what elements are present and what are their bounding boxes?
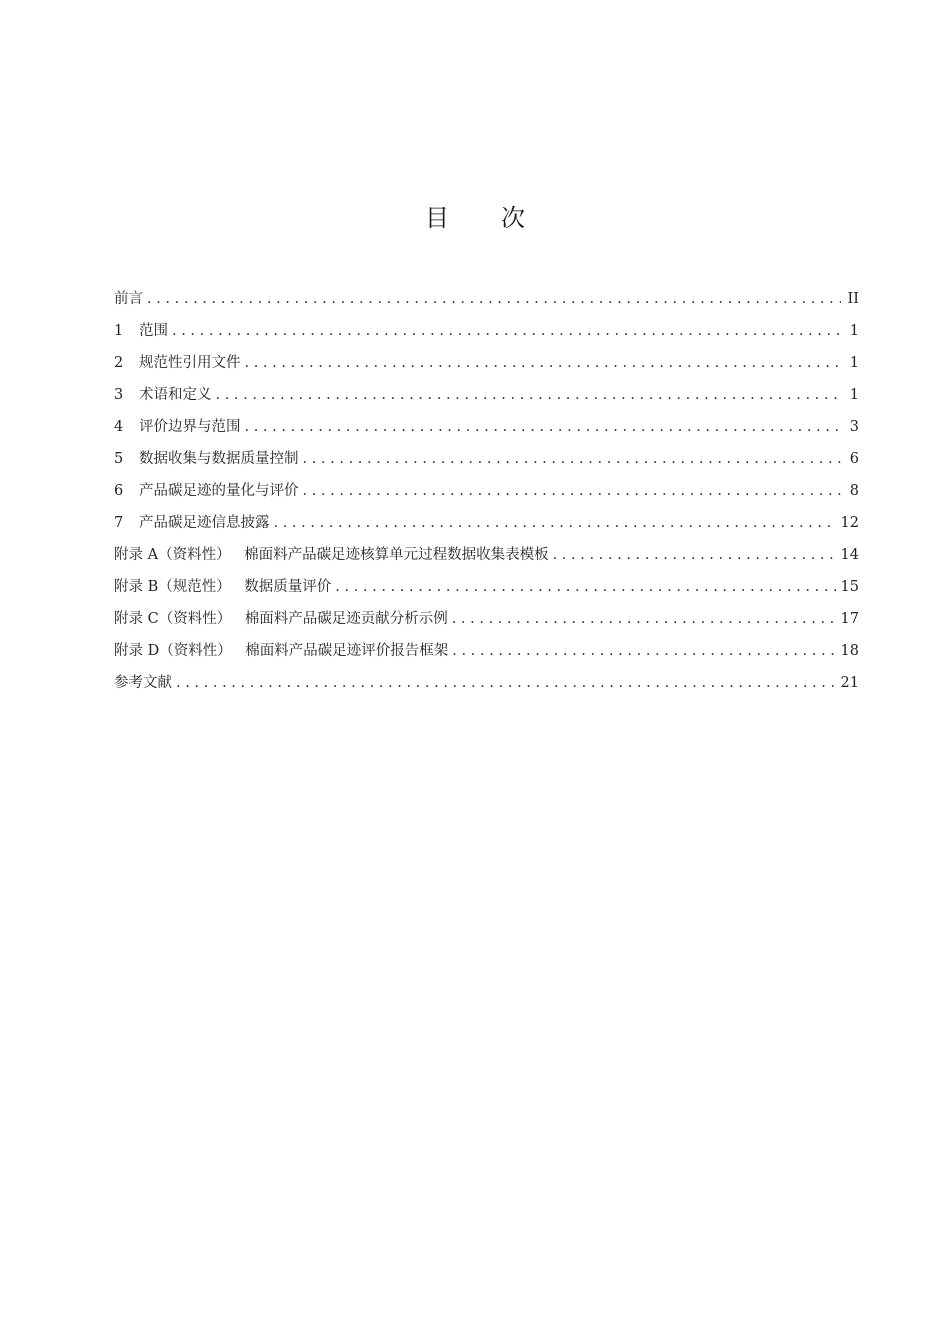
toc-dot-leader: [245, 415, 842, 439]
toc-entry-page: II: [847, 291, 859, 307]
toc-entry-page: 1: [849, 387, 859, 403]
toc-dot-leader: [147, 287, 841, 311]
toc-dot-leader: [452, 607, 837, 631]
toc-dot-leader: [176, 671, 837, 695]
toc-entry-number: 6: [114, 483, 124, 499]
toc-entry-page: 21: [840, 675, 859, 691]
toc-entry-number: 7: [114, 515, 124, 531]
toc-title: [0, 198, 950, 233]
toc-appendix-page: 18: [840, 643, 859, 659]
toc-entry-label: 范围: [139, 323, 168, 339]
toc-entry-page: 1: [849, 323, 859, 339]
toc-entry-number: 3: [114, 387, 124, 403]
toc-appendix-label: 棉面料产品碳足迹贡献分析示例: [244, 611, 448, 627]
toc-appendix-b[interactable]: [114, 575, 859, 607]
toc-appendix-label: 棉面料产品碳足迹评价报告框架: [245, 643, 449, 659]
toc-appendix-type: （资料性）: [159, 643, 232, 659]
toc-entry-1[interactable]: [114, 319, 859, 351]
toc-dot-leader: [172, 319, 841, 343]
toc-entry-label: 参考文献: [114, 675, 172, 691]
toc-entry-label: 数据收集与数据质量控制: [139, 451, 299, 467]
toc-entry-foreword[interactable]: [114, 287, 859, 319]
toc-appendix-page: 15: [840, 579, 859, 595]
toc-title-right: 次: [501, 204, 525, 232]
toc-entry-label: 规范性引用文件: [139, 355, 241, 371]
toc-entry-references[interactable]: [114, 671, 859, 703]
toc-entry-number: 1: [114, 323, 124, 339]
toc-entry-number: 2: [114, 355, 124, 371]
toc-dot-leader: [335, 575, 836, 599]
toc-entry-page: 6: [849, 451, 859, 467]
toc-entry-label: 产品碳足迹信息披露: [139, 515, 270, 531]
toc-entry-6[interactable]: [114, 479, 859, 511]
toc-list: [114, 287, 859, 703]
toc-dot-leader: [303, 479, 842, 503]
toc-entry-label: 前言: [114, 291, 143, 307]
toc-appendix-prefix: 附录 C: [114, 611, 159, 627]
toc-entry-page: 1: [849, 355, 859, 371]
toc-dot-leader: [452, 639, 836, 663]
toc-dot-leader: [553, 543, 837, 567]
toc-appendix-a[interactable]: [114, 543, 859, 575]
toc-entry-2[interactable]: [114, 351, 859, 383]
toc-appendix-prefix: 附录 B: [114, 579, 159, 595]
toc-entry-label: 评价边界与范围: [139, 419, 241, 435]
toc-entry-page: 12: [840, 515, 859, 531]
toc-appendix-type: （资料性）: [158, 547, 231, 563]
toc-entry-4[interactable]: [114, 415, 859, 447]
toc-appendix-c[interactable]: [114, 607, 859, 639]
toc-appendix-d[interactable]: [114, 639, 859, 671]
toc-appendix-page: 17: [840, 611, 859, 627]
toc-dot-leader: [274, 511, 837, 535]
toc-appendix-label: 棉面料产品碳足迹核算单元过程数据收集表模板: [244, 547, 549, 563]
toc-entry-page: 3: [849, 419, 859, 435]
toc-appendix-label: 数据质量评价: [244, 579, 332, 595]
toc-entry-3[interactable]: [114, 383, 859, 415]
toc-entry-page: 8: [849, 483, 859, 499]
toc-appendix-prefix: 附录 D: [114, 643, 160, 659]
toc-appendix-type: （资料性）: [158, 611, 232, 627]
toc-appendix-page: 14: [840, 547, 859, 563]
toc-entry-5[interactable]: [114, 447, 859, 479]
toc-entry-label: 术语和定义: [139, 387, 212, 403]
toc-dot-leader: [245, 351, 842, 375]
toc-appendix-type: （规范性）: [158, 579, 231, 595]
toc-entry-number: 5: [114, 451, 124, 467]
toc-entry-7[interactable]: [114, 511, 859, 543]
toc-entry-number: 4: [114, 419, 124, 435]
toc-entry-label: 产品碳足迹的量化与评价: [139, 483, 299, 499]
toc-dot-leader: [303, 447, 842, 471]
toc-title-left: 目: [425, 204, 449, 232]
toc-dot-leader: [216, 383, 842, 407]
toc-appendix-prefix: 附录 A: [114, 547, 159, 563]
